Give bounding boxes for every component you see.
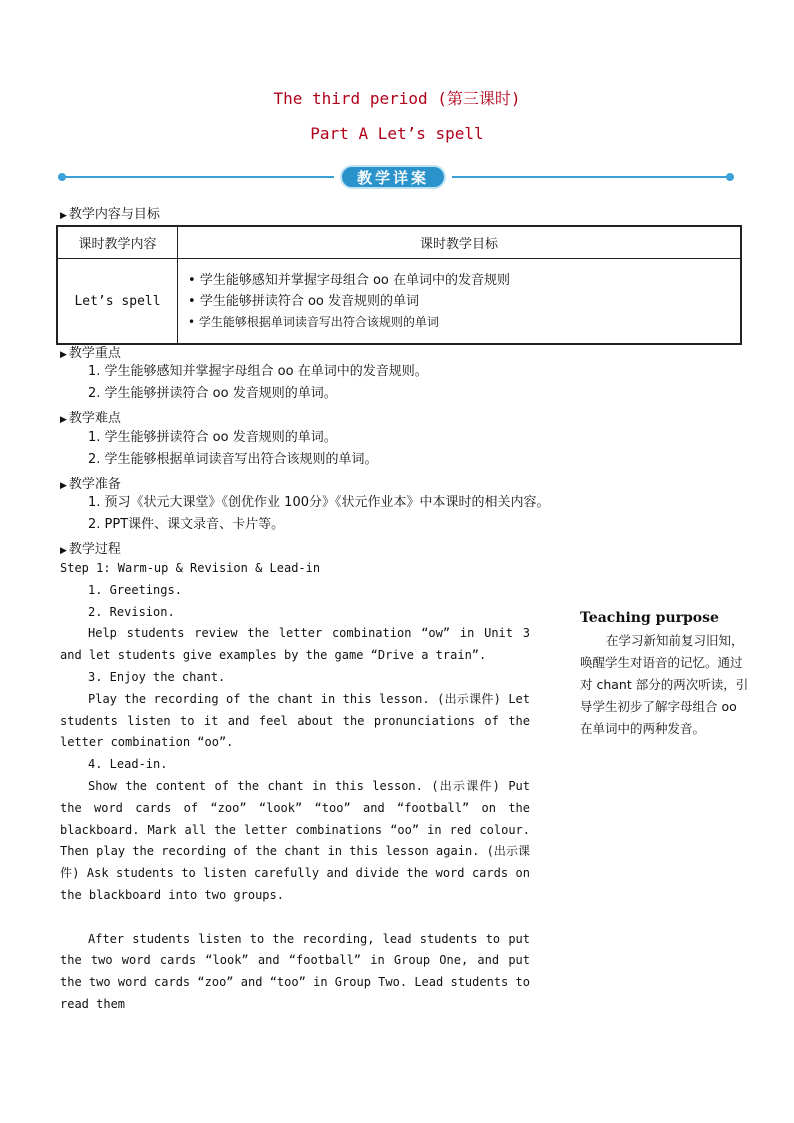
list-item: 2. 学生能够拼读符合 oo 发音规则的单词。 xyxy=(88,386,337,401)
section-heading-process: ▶ 教学过程 xyxy=(60,542,121,557)
step-item-leadin: 4. Lead-in. xyxy=(88,757,168,772)
section-heading-goals: ▶ 教学内容与目标 xyxy=(60,207,160,222)
banner-dot-right xyxy=(726,173,734,181)
section-heading-preparation: ▶ 教学准备 xyxy=(60,477,121,492)
after-paragraph: After students listen to the recording, lead students to put the two word cards “look” and “football” in Group One, and put the two word cards “zoo” and “too” in Group Two. Lead students to read them xyxy=(60,931,530,1011)
step-item-greetings: 1. Greetings. xyxy=(88,582,182,597)
key-points-list xyxy=(88,361,428,405)
step-item-chant: 3. Enjoy the chant. xyxy=(88,669,226,684)
step-heading: Step 1: Warm-up & Revision & Lead-in xyxy=(60,561,321,575)
goals-table xyxy=(56,225,742,345)
goal-item: • 学生能够感知并掌握字母组合 oo 在单词中的发音规则 xyxy=(188,272,510,288)
triangle-bullet-icon: ▶ xyxy=(60,350,67,360)
step-item-revision: 2. Revision. xyxy=(88,604,175,619)
list-item: 2. PPT课件、课文录音、卡片等。 xyxy=(88,517,285,532)
triangle-bullet-icon: ▶ xyxy=(60,481,67,491)
list-item: 1. 学生能够感知并掌握字母组合 oo 在单词中的发音规则。 xyxy=(88,364,428,379)
list-item: 1. 预习《状元大课堂》《创优作业 100分》《状元作业本》中本课时的相关内容。 xyxy=(88,495,550,510)
lesson-content-cell: Let’s spell xyxy=(57,259,178,345)
difficulties-list xyxy=(88,427,378,471)
section-banner xyxy=(334,162,452,192)
banner-rule-right xyxy=(452,176,728,178)
table-header-row xyxy=(57,226,741,259)
list-item: 1. 学生能够拼读符合 oo 发音规则的单词。 xyxy=(88,430,337,445)
page-title: The third period (第三课时) xyxy=(273,89,521,108)
section-heading-difficulties: ▶ 教学难点 xyxy=(60,411,121,426)
revision-paragraph: Help students review the letter combination “ow” in Unit 3 and let students give examples by the game “Drive a train”. xyxy=(60,626,530,663)
banner-dot-left xyxy=(58,173,66,181)
list-item: 2. 学生能够根据单词读音写出符合该规则的单词。 xyxy=(88,452,378,467)
goal-item: • 学生能够根据单词读音写出符合该规则的单词 xyxy=(188,314,439,329)
triangle-bullet-icon: ▶ xyxy=(60,415,67,425)
process-body xyxy=(60,558,530,1016)
triangle-bullet-icon: ▶ xyxy=(60,211,67,221)
teaching-purpose-note xyxy=(580,610,750,740)
banner-rule-left xyxy=(62,176,334,178)
page-subtitle: Part A Let’s spell xyxy=(310,124,484,143)
table-header-content: 课时教学内容 xyxy=(57,226,178,259)
banner-label: 教学详案 xyxy=(356,169,429,187)
goal-item: • 学生能够拼读符合 oo 发音规则的单词 xyxy=(188,293,419,309)
section-heading-key-points: ▶ 教学重点 xyxy=(60,346,121,361)
chant-paragraph: Play the recording of the chant in this lesson. (出示课件) Let students listen to it and feel about the pronunciations of the letter combination “oo”. xyxy=(60,691,530,750)
table-header-goals: 课时教学目标 xyxy=(178,226,742,259)
teaching-purpose-text: 在学习新知前复习旧知，唤醒学生对语音的记忆。通过对 chant 部分的两次听读，引导学生初步了解字母组合 oo 在单词中的两种发音。 xyxy=(580,633,749,736)
paragraph-spacer xyxy=(60,907,530,929)
teaching-purpose-title: Teaching purpose xyxy=(580,610,719,626)
preparation-list xyxy=(88,492,549,536)
leadin-paragraph: Show the content of the chant in this lesson. (出示课件) Put the word cards of “zoo” “look” “too” and “football” on the blackboard. Mark all the letter combinations “oo” in red colour. Then play the recording of the chant in this lesson again. (出示课件) Ask students to listen carefully and divide the word cards on the blackboard into two groups. xyxy=(60,778,530,902)
triangle-bullet-icon: ▶ xyxy=(60,546,67,556)
lesson-goals-cell xyxy=(178,259,742,345)
table-row xyxy=(57,259,741,345)
